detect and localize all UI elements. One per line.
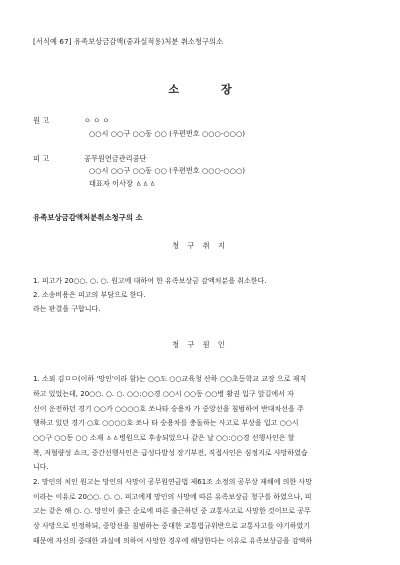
- cause-line: 때문에 자신의 중대한 과실에 의하여 사망한 경우에 해당한다는 이유로 유족보상금을 감액하: [33, 537, 313, 545]
- cause-line: 이라는 이유로 20○○. ○. ○. 피고에게 망인의 사망에 따른 유족보상금 청구를 하였으나, 피: [33, 493, 312, 501]
- claim-line: 2. 소송비용은 피고의 부담으로 한다.: [33, 291, 146, 299]
- defendant-address: ○○시 ○○구 ○○동 ○○ (우편번호 ○○○-○○○): [89, 166, 246, 175]
- cause-line: 2. 망인의 처인 원고는 망인의 사망이 공무원연금법 제61조 소정의 공무상 재해에 의한 사망: [33, 478, 312, 486]
- plaintiff-address: ○○시 ○○구 ○○동 ○○ (우편번호 ○○○-○○○): [89, 129, 246, 138]
- defendant-label: 피 고: [33, 154, 50, 163]
- title-char-2: 장: [221, 83, 232, 96]
- case-subject: 유족보상금감액처분취소청구의 소: [33, 213, 143, 222]
- cause-line: 하고 있었는데, 20○○. ○. ○. ○○:○○경 ○○시 ○○동 ○○병 활권 입구 앞길에서 자: [33, 390, 294, 398]
- plaintiff-label: 원 고: [33, 116, 50, 125]
- cause-heading: 청 구 원 인: [172, 340, 228, 349]
- cause-line: ○○구 ○○동 ○○ 소재 ㅿㅿ병원으로 후송되었으나 같은 날 ○○:○○경 선행사인은 할: [33, 434, 295, 442]
- cause-line: 복, 저혈량성 쇼크, 중간선행사인은 급성다발성 장기부전, 직접사인은 심정지로 사망하였습: [33, 449, 308, 457]
- cause-line: 상 사망으로 인정하되, 중앙선을 침범하는 중대한 교통법규위반으로 교통사고를 야기하였기: [33, 522, 310, 530]
- claim-heading: 청 구 취 지: [172, 241, 228, 250]
- form-number: [서식예 67] 유족보상금감액(중과실적용)처분 취소청구의소: [33, 37, 224, 46]
- title-char-1: 소: [168, 83, 179, 96]
- cause-line: 1. 소외 김ㅁㅁ(이하 '망인'이라 함)는 ○○도 ○○교육청 산하 ○○초등학교 교장 으로 재직: [33, 375, 307, 383]
- defendant-name: 공무원연금관리공단: [84, 154, 147, 163]
- document-title: [0, 81, 400, 97]
- claim-line: 라는 판결을 구합니다.: [33, 305, 101, 313]
- defendant-representative: 대표자 이사장 ㅿㅿㅿ: [89, 179, 157, 188]
- cause-line: 고는 같은 해 ○. ○. 망인이 출근 순로에 따른 출근하던 중 교통사고로 사망한 것이므로 공무: [33, 507, 311, 515]
- cause-line: 니다.: [33, 463, 49, 471]
- cause-line: 신이 운전하던 경기 ○○가 ○○○○호 쏘나타 승용차 가 중앙선을 침범하여 반대차선을 주: [33, 405, 304, 413]
- claim-line: 1. 피고가 20○○. ○. ○. 원고에 대하여 한 유족보상금 감액처분을 취소한다.: [33, 277, 267, 285]
- plaintiff-name: ㅇ ㅇ ㅇ: [84, 116, 110, 125]
- cause-line: 행하고 있던 경기 ○호 ○○○○호 쏘나 타 승용차를 충돌하는 사고로 부상을 입고 ○○시: [33, 419, 299, 427]
